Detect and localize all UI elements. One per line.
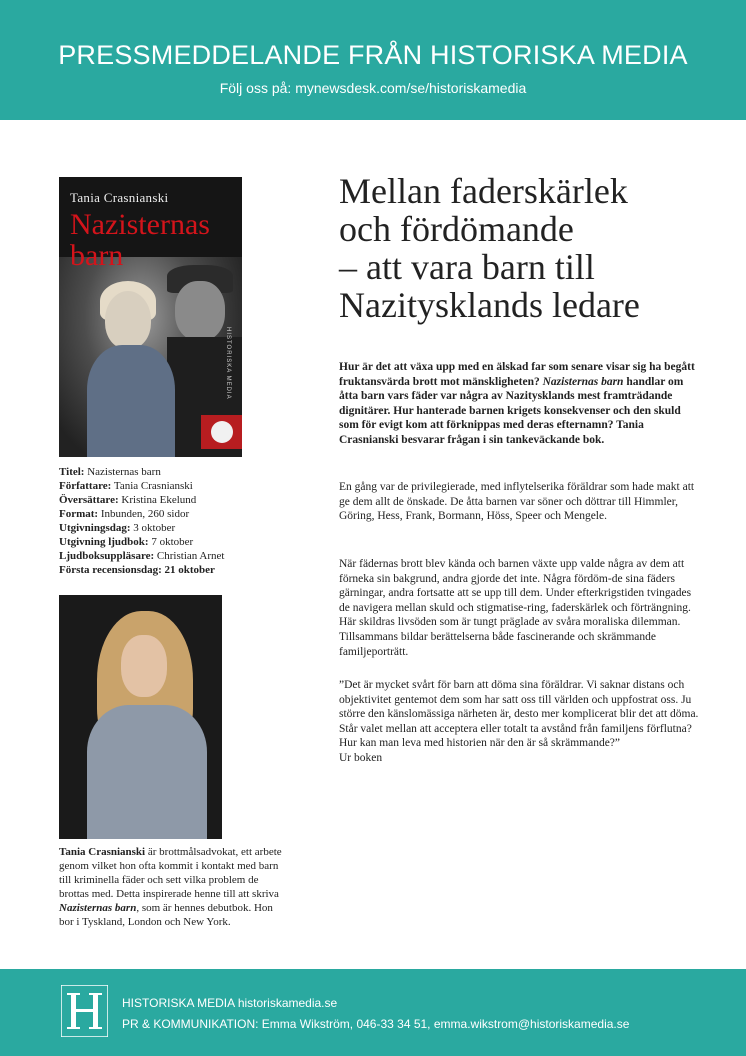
meta-value: Kristina Ekelund: [118, 494, 197, 506]
meta-value: Tania Crasnianski: [111, 480, 193, 492]
author-face: [121, 635, 167, 697]
cover-armband: [211, 421, 233, 443]
meta-value: 3 oktober: [130, 522, 176, 534]
meta-row: [59, 521, 279, 535]
meta-label: Utgivning ljudbok:: [59, 536, 149, 548]
header-banner: [0, 0, 746, 120]
book-metadata: [59, 465, 279, 577]
article-lead: [339, 360, 701, 448]
meta-value: Inbunden, 260 sidor: [98, 508, 190, 520]
meta-row: [59, 549, 279, 563]
meta-row: [59, 479, 279, 493]
footer-brand: [122, 996, 337, 1010]
headline-line: Nazitysklands ledare: [339, 285, 640, 325]
bio-text: är brottmålsadvokat, ett arbete genom vilket hon ofta kommit i kontakt med barn till kriminella fäder och sett vilka problem de brottas med. Detta inspirerade henne till att skriva: [59, 846, 282, 900]
footer-contact[interactable]: PR & KOMMUNIKATION: Emma Wikström, 046-33 34 51, emma.wikstrom@historiskamedia.se: [122, 1017, 630, 1031]
cover-figure: [105, 291, 151, 349]
footer-banner: [0, 969, 746, 1056]
meta-label: Översättare:: [59, 494, 119, 506]
lead-text: Hur är det att växa upp med en älskad far som senare visar sig ha begått fruktansvärda brott mot mänskligheten?: [339, 361, 695, 388]
headline-line: Mellan faderskärlek: [339, 171, 628, 211]
footer-brand-name: HISTORISKA MEDIA: [122, 996, 235, 1010]
footer-website-link[interactable]: historiskamedia.se: [234, 996, 338, 1010]
article-paragraph: När fädernas brott blev kända och barnen växte upp valde några av dem att förneka sin bakgrund, andra gjorde det inte. Några fördöm-de sina fäders gärningar, andra fortsatte att se upp till dem. Under efterkrigstiden tvingades de navigera mellan skuld och stigmatise-ring, faderskärlek och förträngning. Här skildras livsöden som är tungt präglade av svåra moraliska dilemman. Tillsammans bildar berättelserna både fascinerande och skrämmande familjeporträtt.: [339, 558, 692, 658]
cover-publisher: HISTORISKA MEDIA: [225, 327, 231, 400]
article-paragraph: En gång var de privilegierade, med inflytelserika föräldrar som hade makt att ge dem allt de önskade. De åtta barnen var söner och döttrar till Himmler, Göring, Hess, Frank, Bormann, Höss, Speer och Mengele.: [339, 481, 695, 523]
cover-figure: [87, 345, 175, 457]
article-headline: [339, 172, 719, 324]
meta-label: Format:: [59, 508, 99, 520]
lead-book-title: Nazisternas barn: [542, 375, 624, 388]
cover-figure: [175, 281, 225, 341]
author-name: Tania Crasnianski: [59, 846, 146, 858]
bio-book-title: Nazisternas barn: [59, 902, 137, 914]
author-photo: [59, 595, 222, 839]
headline-line: – att vara barn till: [339, 247, 595, 287]
lead-text: handlar om åtta barn vars fäder var några av Nazitysklands mest framträdande dignitärer. Hur hanterade barnen krigets konsekvenser och den skuld som för evigt kom att förknippas med deras efternamn? Tania Crasnianski besvarar frågan i sin tankeväckande bok.: [339, 375, 684, 446]
meta-row: [59, 535, 279, 549]
meta-row: [59, 563, 279, 577]
meta-label: Utgivningsdag:: [59, 522, 131, 534]
meta-row: [59, 493, 279, 507]
meta-value: 7 oktober: [148, 536, 194, 548]
article-quote: [339, 678, 701, 766]
historiska-media-logo-icon: [61, 985, 108, 1037]
header-title: PRESSMEDDELANDE FRÅN HISTORISKA MEDIA: [58, 40, 688, 70]
bio-text: , som är hennes debutbok. Hon bor i Tyskland, London och New York.: [59, 902, 273, 928]
cover-title: [70, 209, 210, 271]
cover-title-line: barn: [70, 239, 124, 272]
header-follow-link[interactable]: Följ oss på: mynewsdesk.com/se/historiskamedia: [219, 80, 527, 96]
meta-value: Christian Arnet: [154, 550, 225, 562]
headline-line: och fördömande: [339, 209, 574, 249]
meta-label: Första recensionsdag: 21 oktober: [59, 564, 215, 576]
author-bio: [59, 845, 289, 929]
quote-text: ”Det är mycket svårt för barn att döma sina föräldrar. Vi saknar distans och objektivitet gentemot dem som har satt oss till världen och uppfostrat oss. Ju större den känslomässiga närheten är, desto mer komplicerat blir det att döma. Står valet mellan att acceptera eller totalt ta avstånd från familjens förflutna? Hur kan man leva med historien när den är så skrämmande?”: [339, 679, 699, 750]
quote-source: Ur boken: [339, 751, 383, 764]
cover-title-line: Nazisternas: [70, 208, 210, 241]
author-shirt: [87, 705, 207, 839]
meta-value: Nazisternas barn: [84, 466, 161, 478]
meta-row: [59, 507, 279, 521]
meta-row: [59, 465, 279, 479]
meta-label: Ljudboksuppläsare:: [59, 550, 155, 562]
cover-author: Tania Crasnianski: [70, 190, 169, 205]
meta-label: Författare:: [59, 480, 112, 492]
book-cover: [59, 177, 242, 457]
meta-label: Titel:: [59, 466, 85, 478]
